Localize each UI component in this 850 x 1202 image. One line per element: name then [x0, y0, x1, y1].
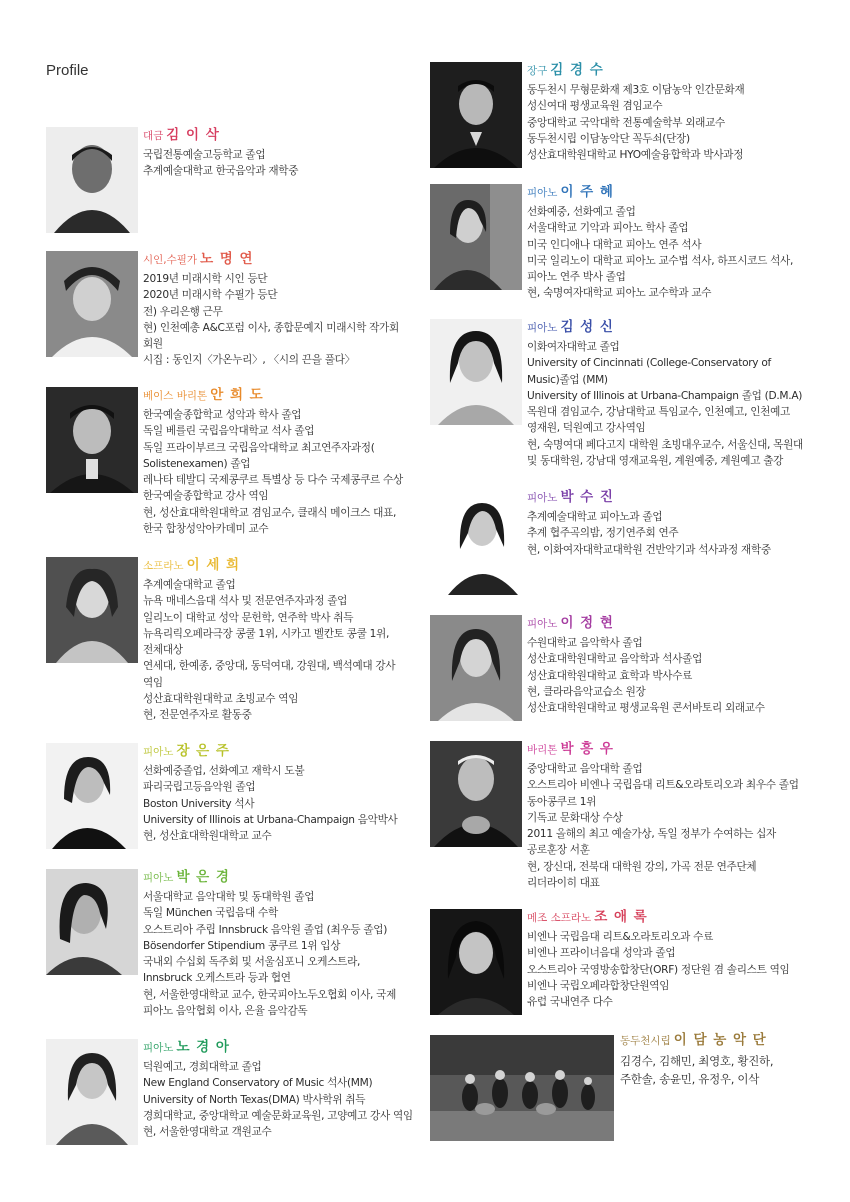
- detail-line: 전) 우리은행 근무: [143, 305, 223, 318]
- person-name: 김 경 수: [550, 62, 604, 78]
- detail-line: 2019년 미래시학 시인 등단: [143, 273, 268, 285]
- person-name: 박 은 경: [176, 869, 230, 885]
- detail-line: Boston University 석사: [143, 797, 255, 810]
- detail-line: 리더라이히 대표: [527, 877, 600, 890]
- profile-details: [527, 509, 817, 558]
- person-name: 노 경 아: [176, 1039, 230, 1055]
- role-label: 베이스 바리톤: [143, 390, 208, 402]
- profile-details: [143, 147, 433, 180]
- detail-line: 2020년 미래시학 수필가 등단: [143, 289, 278, 302]
- profile-photo: [46, 869, 138, 975]
- detail-line: 현, 전문연주자로 활동중: [143, 709, 252, 722]
- detail-line: 및 동대학원, 강남대 영재교육원, 계원예중, 계원예고 출강: [527, 455, 784, 468]
- detail-line: 현, 장신대, 전북대 대학원 강의, 가곡 전문 연주단체: [527, 860, 757, 873]
- profile-photo: [46, 743, 138, 849]
- detail-line: University of North Texas(DMA) 박사학위 취득: [143, 1093, 366, 1106]
- detail-line: 독일 베를린 국립음악대학교 석사 졸업: [143, 425, 315, 438]
- profile-details: [527, 761, 817, 891]
- detail-line: Bösendorfer Stipendium 콩쿠르 1위 입상: [143, 939, 341, 952]
- detail-line: 현, 서울한영대학교 교수, 한국피아노두오협회 이사, 국제: [143, 988, 397, 1001]
- detail-line: 성신여대 평생교육원 겸임교수: [527, 100, 663, 113]
- detail-line: 성산효대학원대학교 HYO예술융합학과 박사과정: [527, 149, 744, 162]
- profile-photo: [46, 127, 138, 233]
- detail-line: 중앙대학교 음악대학 졸업: [527, 763, 643, 775]
- detail-line: 추계예술대학교 졸업: [143, 579, 236, 591]
- profile-details: [527, 82, 817, 163]
- detail-line: 서울대학교 기악과 피아노 학사 졸업: [527, 222, 689, 235]
- detail-line: 뉴욕 매네스음대 석사 및 전문연주자과정 졸업: [143, 595, 348, 608]
- profile-details: [527, 635, 817, 716]
- detail-line: University of Illinois at Urbana-Champaign 졸업 (D.M.A): [527, 389, 803, 402]
- profile-photo: [46, 557, 138, 663]
- detail-line: 현, 숙명여대 페다고지 대학원 초빙대우교수, 서울신대, 목원대: [527, 438, 803, 451]
- detail-line: 오스트리아 주립 Innsbruck 음악원 졸업 (최우등 졸업): [143, 923, 388, 936]
- profile-photo: [430, 319, 522, 425]
- detail-line: 성산효대학원대학교 효학과 박사수료: [527, 669, 693, 682]
- detail-line: Innsbruck 오케스트라 등과 협연: [143, 972, 291, 985]
- profile-details: [620, 1052, 850, 1088]
- role-label: 동두천시립: [620, 1035, 671, 1047]
- profile-photo: [46, 387, 138, 493]
- detail-line: 덕원예고, 경희대학교 졸업: [143, 1061, 262, 1073]
- page-title: Profile: [46, 62, 89, 79]
- profile-details: [143, 763, 433, 844]
- detail-line: 연세대, 한예종, 중앙대, 동덕여대, 강원대, 백석예대 강사: [143, 660, 396, 673]
- detail-line: 역임: [143, 676, 163, 689]
- detail-line: 회원: [143, 338, 163, 351]
- detail-line: 현, 서울한영대학교 객원교수: [143, 1126, 272, 1139]
- detail-line: 독일 München 국립음대 수학: [143, 907, 278, 920]
- profile-photo: [430, 184, 522, 290]
- detail-line: 김경수, 김해민, 최영호, 황진하,: [620, 1054, 774, 1068]
- detail-line: 국내외 수십회 독주회 및 서울심포니 오케스트라,: [143, 956, 361, 969]
- detail-line: 피아노 연주 박사 졸업: [527, 271, 626, 284]
- person-name: 김 성 신: [560, 319, 614, 335]
- detail-line: 현, 숙명여자대학교 피아노 교수학과 교수: [527, 287, 712, 300]
- detail-line: 미국 인디애나 대학교 피아노 연주 석사: [527, 238, 702, 251]
- detail-line: 동아콩쿠르 1위: [527, 795, 597, 808]
- detail-line: 추계 협주곡의밤, 정기연주회 연주: [527, 527, 679, 540]
- detail-line: 오스트리아 비엔나 국립음대 리트&오라토리오과 최우수 졸업: [527, 779, 799, 792]
- detail-line: 한국예술종합학교 성악과 학사 졸업: [143, 409, 302, 421]
- detail-line: 추계예술대학교 피아노과 졸업: [527, 511, 663, 523]
- detail-line: 동두천시 무형문화재 제3호 이담농악 인간문화재: [527, 84, 745, 96]
- profile-details: [143, 407, 433, 537]
- detail-line: 수원대학교 음악학사 졸업: [527, 637, 643, 649]
- person-name: 이 담 농 악 단: [673, 1032, 767, 1048]
- role-label: 바리톤: [527, 744, 558, 756]
- profile-photo: [430, 489, 522, 595]
- detail-line: 추계예술대학교 한국음악과 재학중: [143, 165, 299, 178]
- profile-details: [527, 929, 817, 1010]
- detail-line: 현, 클라라음악교습소 원장: [527, 685, 646, 698]
- detail-line: 현) 인천예총 A&C포럼 이사, 종합문예지 미래시학 작가회: [143, 321, 399, 334]
- detail-line: 파리국립고등음악원 졸업: [143, 781, 256, 794]
- role-label: 메조 소프라노: [527, 912, 592, 924]
- person-name: 이 세 희: [186, 557, 241, 573]
- detail-line: 비엔나 국립음대 리트&오라토리오과 수료: [527, 931, 714, 943]
- detail-line: 피아노 음악협회 이사, 은율 음악감독: [143, 1005, 308, 1018]
- detail-line: 유럽 국내연주 다수: [527, 996, 613, 1009]
- detail-line: 2011 올해의 최고 예술가상, 독일 정부가 수여하는 십자: [527, 828, 776, 841]
- profile-details: [527, 204, 817, 302]
- detail-line: 레나타 테발디 국제콩쿠르 특별상 등 다수 국제콩쿠르 수상: [143, 474, 403, 487]
- profile-details: [143, 889, 433, 1019]
- person-name: 김 이 삭: [166, 127, 220, 143]
- detail-line: Solistenexamen) 졸업: [143, 457, 251, 470]
- role-label: 피아노: [143, 1042, 174, 1054]
- detail-line: 독일 프라이부르크 국립음악대학교 최고연주자과정(: [143, 441, 375, 454]
- profile-photo: [46, 251, 138, 357]
- role-label: 대금: [143, 130, 164, 142]
- person-name: 장 은 주: [176, 743, 230, 759]
- detail-line: 미국 일리노이 대학교 피아노 교수법 석사, 하프시코드 석사,: [527, 254, 794, 267]
- detail-line: 선화예중졸업, 선화예고 재학시 도불: [143, 765, 305, 777]
- detail-line: 목원대 겸임교수, 강남대학교 특임교수, 인천예고, 인천예고: [527, 406, 790, 419]
- profile-details: [143, 271, 433, 369]
- profile-details: [527, 339, 817, 469]
- person-name: 박 흥 우: [560, 741, 614, 757]
- detail-line: 동두천시립 이담농악단 꼭두쇠(단장): [527, 132, 690, 145]
- detail-line: 비엔나 프라이너음대 성악과 졸업: [527, 947, 676, 960]
- role-label: 피아노: [143, 872, 174, 884]
- detail-line: 시집 : 동인지〈가온누리〉, 〈시의 끈을 풀다〉: [143, 354, 355, 367]
- detail-line: 성산효대학원대학교 평생교육원 콘서바토리 외래교수: [527, 702, 765, 715]
- detail-line: 서울대학교 음악대학 및 동대학원 졸업: [143, 891, 315, 903]
- role-label: 피아노: [527, 618, 558, 630]
- detail-line: 현, 성산효대학원대학교 겸임교수, 클래식 메이크스 대표,: [143, 506, 397, 519]
- role-label: 장구: [527, 65, 548, 77]
- detail-line: 기독교 문화대상 수상: [527, 811, 623, 824]
- detail-line: 공로훈장 서훈: [527, 844, 590, 857]
- person-name: 조 애 록: [594, 909, 648, 925]
- detail-line: 일리노이 대학교 성악 문헌학, 연주학 박사 취득: [143, 611, 354, 624]
- detail-line: Music)졸업 (MM): [527, 373, 608, 386]
- profile-details: [143, 1059, 433, 1140]
- detail-line: 경희대학교, 중앙대학교 예술문화교육원, 고양예고 강사 역임: [143, 1109, 413, 1122]
- detail-line: 비엔나 국립오페라합창단원역임: [527, 979, 670, 992]
- person-name: 안 희 도: [210, 387, 264, 403]
- detail-line: 영재원, 덕원예고 강사역임: [527, 422, 646, 435]
- profile-photo: [46, 1039, 138, 1145]
- detail-line: 선화예중, 선화예고 졸업: [527, 206, 636, 218]
- detail-line: 주한솔, 송윤민, 유정우, 이삭: [620, 1072, 760, 1086]
- detail-line: 뉴욕리릭오페라극장 콩쿨 1위, 시카고 벨칸토 콩쿨 1위,: [143, 627, 390, 640]
- profile-photo: [430, 741, 522, 847]
- role-label: 피아노: [527, 322, 558, 334]
- role-label: 피아노: [143, 746, 174, 758]
- detail-line: New England Conservatory of Music 석사(MM): [143, 1077, 373, 1090]
- role-label: 피아노: [527, 187, 558, 199]
- person-name: 이 정 현: [560, 615, 614, 631]
- profile-photo: [430, 615, 522, 721]
- right-column: [425, 0, 850, 1202]
- detail-line: 한국예술종합학교 강사 역임: [143, 490, 269, 503]
- detail-line: 한국 합창성악아카데미 교수: [143, 523, 269, 536]
- role-label: 소프라노: [143, 560, 184, 572]
- role-label: 피아노: [527, 492, 558, 504]
- person-name: 노 명 연: [200, 251, 254, 267]
- detail-line: 국립전통예술고등학교 졸업: [143, 149, 266, 161]
- detail-line: University of Illinois at Urbana-Champaign 음악박사: [143, 813, 398, 826]
- role-label: 시인,수필가: [143, 254, 198, 266]
- detail-line: 오스트리아 국영방송합창단(ORF) 정단원 겸 솔리스트 역임: [527, 963, 790, 976]
- profile-details: [143, 577, 433, 724]
- detail-line: 이화여자대학교 졸업: [527, 341, 620, 353]
- detail-line: 전체대상: [143, 644, 183, 657]
- detail-line: 성산효대학원대학교 음악학과 석사졸업: [527, 653, 703, 666]
- detail-line: 현, 성산효대학원대학교 교수: [143, 830, 272, 843]
- person-name: 박 수 진: [560, 489, 614, 505]
- profile-photo: [430, 909, 522, 1015]
- profile-photo: [430, 62, 522, 168]
- detail-line: 현, 이화여자대학교대학원 건반악기과 석사과정 재학중: [527, 543, 771, 556]
- detail-line: 중앙대학교 국악대학 전통예술학부 외래교수: [527, 116, 725, 129]
- detail-line: 성산효대학원대학교 초빙교수 역임: [143, 693, 299, 706]
- person-name: 이 주 혜: [560, 184, 614, 200]
- detail-line: University of Cincinnati (College-Conservatory of: [527, 357, 771, 370]
- group-performance-photo: [430, 1035, 614, 1141]
